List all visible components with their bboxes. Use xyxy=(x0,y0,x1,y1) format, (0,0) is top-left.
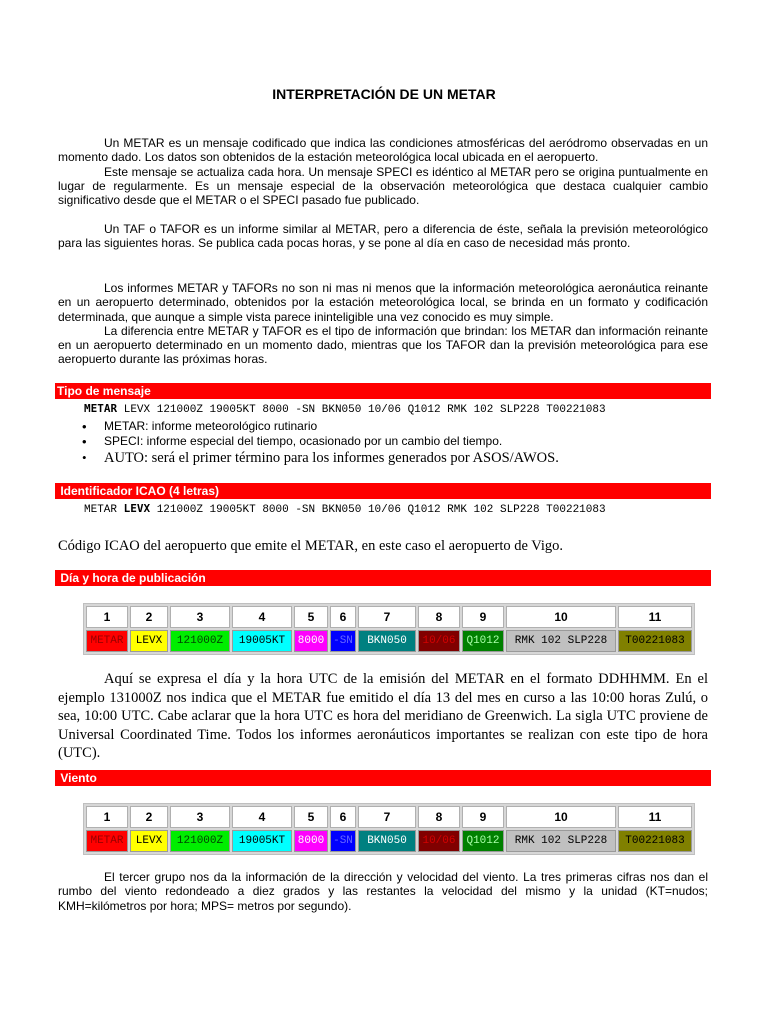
group-number-cell: 6 xyxy=(330,606,356,628)
group-number-cell: 10 xyxy=(506,606,616,628)
metar-prefix: METAR xyxy=(84,504,124,516)
group-number-cell: 4 xyxy=(232,806,292,828)
group-code-cell: T00221083 xyxy=(618,630,692,652)
page-title: INTERPRETACIÓN DE UN METAR xyxy=(272,86,496,102)
group-number-row xyxy=(86,806,692,828)
metar-rest: LEVX 121000Z 19005KT 8000 -SN BKN050 10/06 Q1012 RMK 102 SLP228 T00221083 xyxy=(117,404,606,416)
intro-paragraph-5: La diferencia entre METAR y TAFOR es el tipo de información que brindan: los METAR dan información reinante en un aeropuerto determinado en un momento dado, mientras que los TAFOR dan la previsión meteorológica para ese aeropuerto durante las próximas horas. xyxy=(58,323,708,367)
intro-paragraph-4: Los informes METAR y TAFORs no son ni mas ni menos que la información meteorológica aeronáutica reinante en un aeropuerto determinado, obtenidos por la estación meteorológica local, se brinda en un formato y codificación determinada, que aunque a simple vista parece ininteligible una vez conocido es muy simple. xyxy=(58,281,708,324)
group-number-cell: 10 xyxy=(506,806,616,828)
group-number-cell: 8 xyxy=(418,806,460,828)
icao-text: Código ICAO del aeropuerto que emite el METAR, en este caso el aeropuerto de Vigo. xyxy=(58,538,564,554)
group-code-cell: 10/06 xyxy=(418,830,460,852)
group-code-row xyxy=(86,630,692,652)
group-code-cell: LEVX xyxy=(130,630,168,652)
group-code-cell: -SN xyxy=(330,830,356,852)
group-code-cell: -SN xyxy=(330,630,356,652)
group-code-cell: 10/06 xyxy=(418,630,460,652)
group-number-cell: 2 xyxy=(130,606,168,628)
list-item: • METAR: informe meteorológico rutinario xyxy=(58,419,708,434)
dia-text: Aquí se expresa el día y la hora UTC de la emisión del METAR en el formato DDHHMM. En el ejemplo 131000Z nos indica que el METAR fue emitido el día 13 del mes en curso a las 10:00 horas Zulú, o sea, 10:00 UTC. Cabe aclarar que la hora UTC es hora del meridiano de Greenwich. La sigla UTC proviene de Universal Coordinated Time. Todos los informes aeronáuticos importantes se realizan con este tipo de hora (UTC). xyxy=(58,671,708,761)
group-code-cell: 8000 xyxy=(294,630,328,652)
section-header-tipo xyxy=(55,383,711,399)
intro-block-2 xyxy=(58,222,708,251)
group-number-cell: 5 xyxy=(294,806,328,828)
group-code-cell: 8000 xyxy=(294,830,328,852)
intro-paragraph-3: Un TAF o TAFOR es un informe similar al METAR, pero a diferencia de éste, señala la previsión meteorológico para las siguientes horas. Se publica cada pocas horas, y se pone al día en caso de necesidad más pronto. xyxy=(58,222,708,251)
group-code-cell: METAR xyxy=(86,630,128,652)
group-code-cell: RMK 102 SLP228 xyxy=(506,830,616,852)
group-code-cell: Q1012 xyxy=(462,630,504,652)
icao-description xyxy=(58,537,708,556)
group-number-row xyxy=(86,606,692,628)
group-number-cell: 1 xyxy=(86,606,128,628)
group-number-cell: 11 xyxy=(618,606,692,628)
group-number-cell: 1 xyxy=(86,806,128,828)
group-number-cell: 7 xyxy=(358,806,416,828)
group-code-cell: 19005KT xyxy=(232,630,292,652)
group-code-cell: METAR xyxy=(86,830,128,852)
group-number-cell: 6 xyxy=(330,806,356,828)
metar-example-icao xyxy=(84,502,606,516)
metar-group-table-2 xyxy=(83,803,695,855)
intro-paragraph-1: Un METAR es un mensaje codificado que indica las condiciones atmosféricas del aeródromo observadas en un momento dado. Los datos son obtenidos de la estación meteorológica local ubicada en el aeropuerto. xyxy=(58,136,708,165)
group-code-cell: 121000Z xyxy=(170,630,230,652)
group-code-cell: T00221083 xyxy=(618,830,692,852)
group-number-cell: 3 xyxy=(170,806,230,828)
metar-rest: 121000Z 19005KT 8000 -SN BKN050 10/06 Q1012 RMK 102 SLP228 T00221083 xyxy=(150,504,606,516)
list-item: • SPECI: informe especial del tiempo, ocasionado por un cambio del tiempo. xyxy=(58,434,708,449)
section-header-dia xyxy=(55,570,711,586)
intro-block-1 xyxy=(58,136,708,207)
group-number-cell: 3 xyxy=(170,606,230,628)
section-header-viento-label: Viento xyxy=(57,771,97,785)
intro-paragraph-2: Este mensaje se actualiza cada hora. Un mensaje SPECI es idéntico al METAR pero se origina puntualmente en lugar de regularmente. Es un mensaje especial de la observación meteorológica que destaca cualquier cambio significativo desde que el METAR o el SPECI pasado fue publicado. xyxy=(58,164,708,208)
group-number-cell: 2 xyxy=(130,806,168,828)
group-code-cell: BKN050 xyxy=(358,630,416,652)
group-code-cell: 19005KT xyxy=(232,830,292,852)
metar-group-table-1 xyxy=(83,603,695,655)
group-code-cell: 121000Z xyxy=(170,830,230,852)
group-number-cell: 5 xyxy=(294,606,328,628)
group-code-row xyxy=(86,830,692,852)
group-number-cell: 4 xyxy=(232,606,292,628)
message-type-list xyxy=(58,419,708,467)
metar-highlight: METAR xyxy=(84,402,118,415)
list-item: • AUTO: será el primer término para los informes generados por ASOS/AWOS. xyxy=(58,449,708,467)
section-header-dia-label: Día y hora de publicación xyxy=(57,571,206,585)
metar-example-tipo xyxy=(84,402,606,416)
metar-highlight: LEVX xyxy=(123,502,151,515)
section-header-icao xyxy=(55,483,711,499)
section-header-tipo-label: Tipo de mensaje xyxy=(57,384,151,398)
group-number-cell: 9 xyxy=(462,606,504,628)
intro-block-3 xyxy=(58,281,708,367)
dia-description xyxy=(58,670,708,763)
section-header-viento xyxy=(55,770,711,786)
group-number-cell: 11 xyxy=(618,806,692,828)
group-code-cell: BKN050 xyxy=(358,830,416,852)
section-header-icao-label: Identificador ICAO (4 letras) xyxy=(57,484,220,498)
viento-description xyxy=(58,870,708,913)
group-number-cell: 9 xyxy=(462,806,504,828)
group-code-cell: LEVX xyxy=(130,830,168,852)
group-code-cell: RMK 102 SLP228 xyxy=(506,630,616,652)
viento-text: El tercer grupo nos da la información de la dirección y velocidad del viento. La tres primeras cifras nos dan el rumbo del viento redondeado a diez grados y las restantes la velocidad del mismo y la unidad (KT=nudos; KMH=kilómetros por hora; MPS= metros por segundo). xyxy=(58,870,708,913)
group-number-cell: 7 xyxy=(358,606,416,628)
group-number-cell: 8 xyxy=(418,606,460,628)
group-code-cell: Q1012 xyxy=(462,830,504,852)
